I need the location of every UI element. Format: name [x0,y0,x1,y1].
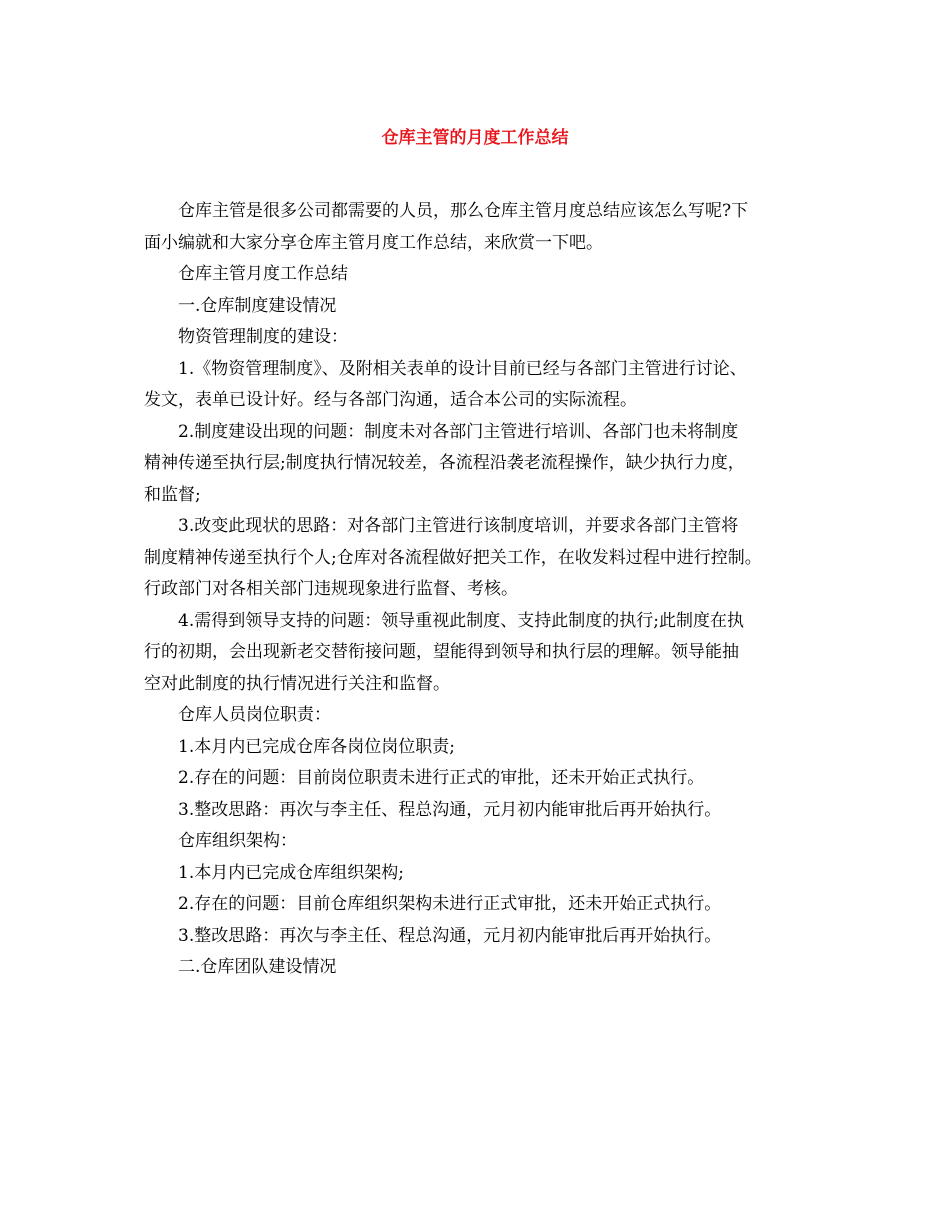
paragraph [144,196,816,259]
paragraph-line: 行的初期，会出现新老交替衔接问题，望能得到领导和执行层的理解。领导能抽 [144,642,739,662]
paragraph-line: 和监督; [144,484,201,505]
paragraph-line: 1.《物资管理制度》、及附相关表单的设计目前已经与各部门主管进行讨论、 [178,358,747,379]
paragraph-line: 2.制度建设出现的问题：制度未对各部门主管进行培训、各部门也未将制度 [178,421,739,442]
document-title: 仓库主管的月度工作总结 [381,128,569,148]
paragraph-line: 行政部门对各相关部门违规现象进行监督、考核。 [144,579,518,599]
paragraph-line: 仓库主管月度工作总结 [178,264,348,284]
paragraph-line: 4.需得到领导支持的问题：领导重视此制度、支持此制度的执行;此制度在执 [178,610,744,631]
paragraph [144,606,816,701]
paragraph [144,858,816,890]
paragraph-line: 3.整改思路：再次与李主任、程总沟通，元月初内能审批后再开始执行。 [178,925,722,946]
paragraph-line: 3.整改思路：再次与李主任、程总沟通，元月初内能审批后再开始执行。 [178,799,722,820]
paragraph [144,417,816,512]
paragraph-line: 一.仓库制度建设情况 [178,295,337,316]
paragraph-line: 3.改变此现状的思路：对各部门主管进行该制度培训，并要求各部门主管将 [178,516,739,536]
paragraph [144,732,816,764]
document-body [144,196,816,984]
paragraph [144,291,816,323]
paragraph-line: 1.本月内已完成仓库组织架构; [178,862,404,883]
paragraph [144,889,816,921]
paragraph [144,952,816,984]
paragraph-line: 精神传递至执行层;制度执行情况较差，各流程沿袭老流程操作，缺少执行力度， [144,453,745,473]
paragraph [144,921,816,953]
paragraph [144,700,816,732]
paragraph [144,354,816,417]
paragraph-line: 仓库组织架构： [178,831,297,851]
paragraph-line: 物资管理制度的建设： [178,327,348,347]
paragraph [144,826,816,858]
paragraph-line: 空对此制度的执行情况进行关注和监督。 [144,673,450,694]
paragraph [144,795,816,827]
paragraph-line: 发文，表单已设计好。经与各部门沟通，适合本公司的实际流程。 [144,390,637,410]
paragraph-line: 二.仓库团队建设情况 [178,957,337,977]
paragraph-line: 面小编就和大家分享仓库主管月度工作总结，来欣赏一下吧。 [144,232,603,253]
paragraph-line: 1.本月内已完成仓库各岗位岗位职责; [178,736,455,757]
paragraph [144,259,816,291]
paragraph-line: 仓库人员岗位职责： [178,705,331,725]
paragraph-line: 制度精神传递至执行个人;仓库对各流程做好把关工作，在收发料过程中进行控制。 [144,547,762,568]
paragraph-line: 2.存在的问题：目前岗位职责未进行正式的审批，还未开始正式执行。 [178,768,705,788]
paragraph [144,511,816,606]
paragraph [144,763,816,795]
paragraph-line: 2.存在的问题：目前仓库组织架构未进行正式审批，还未开始正式执行。 [178,894,722,914]
paragraph-line: 仓库主管是很多公司都需要的人员，那么仓库主管月度总结应该怎么写呢?下 [178,201,749,221]
paragraph [144,322,816,354]
